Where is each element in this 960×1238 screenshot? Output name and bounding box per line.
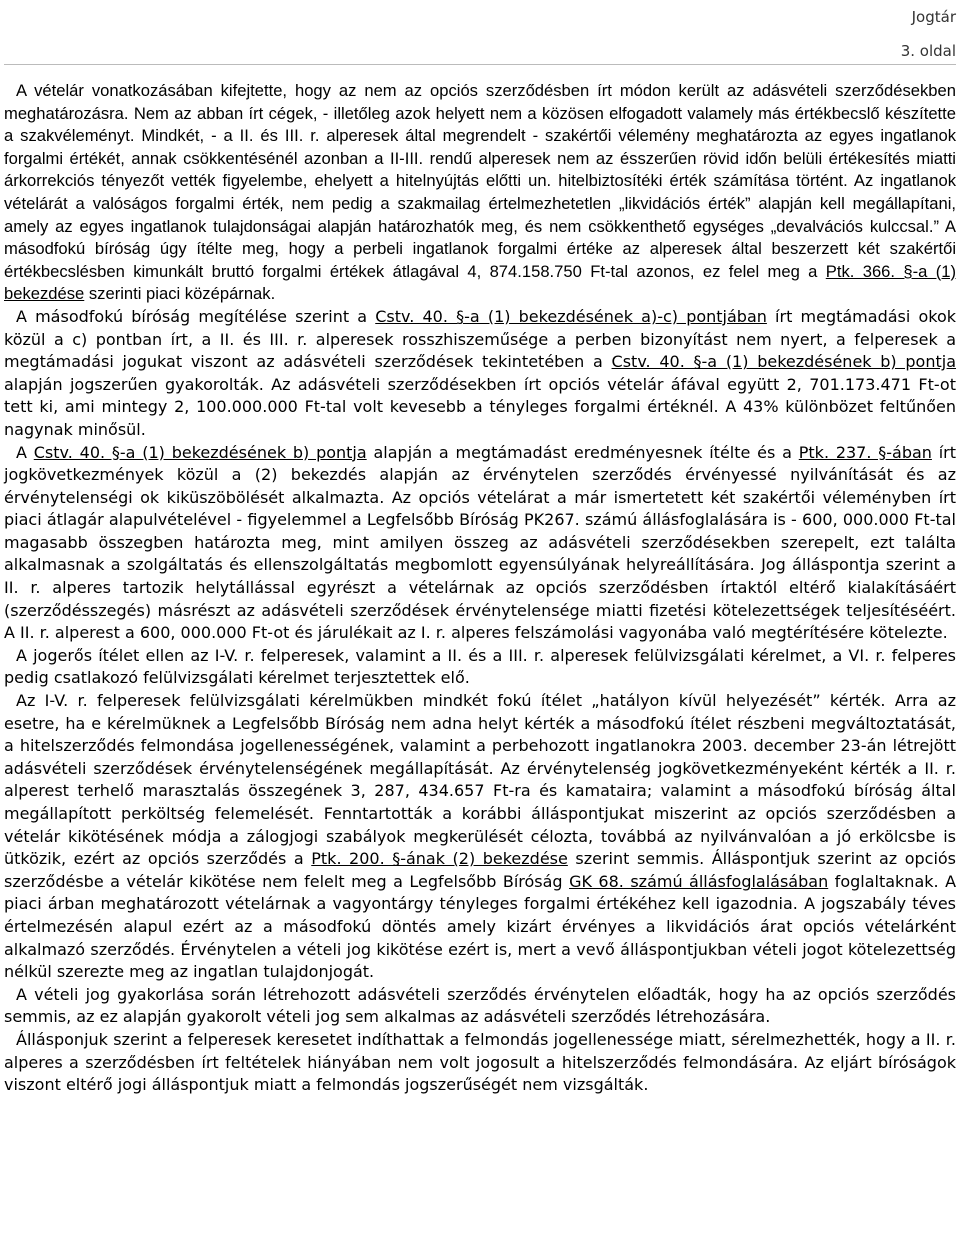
document-body <box>4 80 956 1097</box>
paragraph-text: alapján a megtámadást eredményesnek ítélte és a <box>366 442 799 462</box>
paragraph-5 <box>4 690 956 984</box>
paragraph-1 <box>4 80 956 306</box>
paragraph-4 <box>4 645 956 690</box>
paragraph-text: A vételi jog gyakorlása során létrehozott adásvételi szerződés érvénytelen előadták, hogy ha az opciós szerződés semmis, az ez alapján gyakorolt vételi jog sem alkalmas az adásvételi szerződés létrehozására. <box>4 984 956 1027</box>
paragraph-text: A <box>16 442 34 462</box>
header-page-number: 3. oldal <box>900 42 956 60</box>
paragraph-text: foglaltaknak. A piaci árban meghatározott vételárnak a vagyontárgy tényleges forgalmi értékéhez kell igazodnia. A jogszabály téves értelmezésén alapul ezért az a másodfokú döntés amely kizárt érvényes a likvidációs árat opciós vételárként alkalmazó szerződés. Érvénytelen a vételi jog kikötése ezért is, mert a vevő álláspontjukban vételi jogot kötelezettség nélkül szerezte meg az ingatlan tulajdonjogát. <box>4 871 957 982</box>
paragraph-text: írt megtámadási okok közül a c) pontban írt, a II. és III. r. alperesek rosszhiszeműsége a perben bizonyítást nem nyert, a felperesek a megtámadási jogukat viszont az adásvételi szerződések tekintetében a <box>4 306 957 372</box>
legal-reference-link[interactable]: Cstv. 40. §-a (1) bekezdésének a)-c) pontjában <box>375 306 767 326</box>
header-divider <box>4 64 956 65</box>
paragraph-text: Az I-V. r. felperesek felülvizsgálati kérelmükben mindkét fokú ítélet „hatályon kívül helyezését” kérték. Arra az esetre, ha e kérelmüknek a Legfelsőbb Bíróság nem adna helyt kérték a másodfokú ítélet részbeni megváltoztatását, a hitelszerződés felmondása jogellenességének, valamint a perbehozott ingatlanokra 2003. december 23-án létrejött adásvételi szerződések érvénytelenségének megállapítását. Az érvénytelenség jogkövetkezményeként kérték a II. r. alperest terhelő marasztalás összegének 3, 287, 434.657 Ft-ra és kamataira; valamint a másodfokú bíróság által megállapított perköltség felemelését. Fenntartották a korábbi álláspontjukat miszerint az opciós szerződésben a vételár kikötésének módja a zálogjogi szabályok megkerülését célozta, továbbá az nyilvánvalóan a jó erkölcsbe is ütközik, ezért az opciós szerződés a <box>4 691 956 869</box>
paragraph-text: szerint semmis. Álláspontjuk szerint az opciós szerződésbe a vételár kikötése nem felelt meg a Legfelsőbb Bíróság <box>4 849 957 891</box>
paragraph-6 <box>4 984 956 1029</box>
legal-reference-link[interactable]: GK 68. számú állásfoglalásában <box>569 871 829 891</box>
legal-reference-link[interactable]: Cstv. 40. §-a (1) bekezdésének b) pontja <box>611 352 957 372</box>
paragraph-text: írt jogkövetkezmények közül a (2) bekezdés alapján az érvénytelen szerződés érvényessé nyilvánítását és az érvénytelenségi ok kiküszöbölését alkalmazta. Az opciós vételárat a már ismertetett két szakértői véleményben írt piaci átlagár alapulvételével - figyelemmel a Legfelsőbb Bíróság PK267. számú állásfoglalására is - 600, 000.000 Ft-tal magasabb összegben határozta meg, mint amilyen összeg az adásvételi szerződésekben szerepelt, ezt találta alkalmasnak a szolgáltatás és ellenszolgáltatás megbomlott egyensúlyának helyreállítására. Jog álláspontja szerint a II. r. alperes tartozik helytállással egyrészt a vételárnak az opciós szerződésben írtaktól eltérő kialakításáért (szerződésszegés) másrészt az adásvételi szerződések érvénytelensége miatti fizetési kötelezettségek teljesítéséért. A II. r. alperest a 600, 000.000 Ft-ot és járulékait az I. r. alperes felszámolási vagyonába való megtérítésére kötelezte. <box>4 442 957 643</box>
paragraph-text: Állásponjuk szerint a felperesek keresetet indíthattak a felmondás jogellenessége miatt, sérelmezhették, hogy a II. r. alperes a szerződésben írt feltételek hiányában nem volt jogosult a hitelszerződés felmondására. Az eljárt bíróságok viszont eltérő jogi álláspontjuk miatt a felmondás jogszerűségét nem vizsgálták. <box>4 1029 956 1095</box>
header-source: Jogtár <box>911 8 956 26</box>
paragraph-text: szerinti piaci középárnak. <box>84 284 276 304</box>
legal-reference-link[interactable]: Ptk. 200. §-ának (2) bekezdése <box>311 849 568 869</box>
paragraph-text: alapján jogszerűen gyakorolták. Az adásvételi szerződésekben írt opciós vételár áfával együtt 2, 701.173.471 Ft-ot tett ki, ami mintegy 2, 100.000.000 Ft-tal volt kevesebb a tényleges forgalmi értéknél. A 43% különbözet feltűnően nagynak minősül. <box>4 374 956 439</box>
legal-reference-link[interactable]: Ptk. 237. §-ában <box>798 442 932 462</box>
legal-reference-link[interactable]: Ptk. 366. §-a (1) bekezdése <box>4 261 956 304</box>
paragraph-3 <box>4 442 956 645</box>
paragraph-text: A vételár vonatkozásában kifejtette, hogy az nem az opciós szerződésben írt módon került az adásvételi szerződésekben meghatározásra. Nem az abban írt cégek, - illetőleg azok helyett nem a közösen elfogadott valamely más értékbecslő készítette a szakvéleményt. Mindkét, - a II. és III. r. alperesek által megrendelt - szakértői vélemény meghatározta az egyes ingatlanok forgalmi értékét, annak csökkentésénél azonban a II-III. rendű alperesek nem az ésszerűen rövid időn belüli értékesítés miatti árkorrekciós tényezőt vették figyelembe, ehelyett a hitelnyújtás előtti un. hitelbiztosítéki érték számítása történt. Az ingatlanok vételárát a valóságos forgalmi érték, nem pedig a szakmailag értelmezhetetlen „likvidációs érték” alapján kell megállapítani, amely az egyes ingatlanok tulajdonságai alapján határozhatók meg, és nem csökkenthető egységes „devalvációs kulccsal.” A másodfokú bíróság úgy ítélte meg, hogy a perbeli ingatlanok forgalmi értéke az alperesek által beszerzett két szakértői értékbecslésben kimunkált bruttó forgalmi értékek átlagával 4, 874.158.750 Ft-tal azonos, ez felel meg a <box>4 81 956 281</box>
paragraph-text: A másodfokú bíróság megítélése szerint a <box>16 306 376 326</box>
paragraph-7 <box>4 1029 956 1097</box>
paragraph-text: A jogerős ítélet ellen az I-V. r. felperesek, valamint a II. és a III. r. alperesek felülvizsgálati kérelmet, a VI. r. felperes pedig csatlakozó felülvizsgálati kérelmet terjesztettek elő. <box>4 645 956 688</box>
legal-reference-link[interactable]: Cstv. 40. §-a (1) bekezdésének b) pontja <box>33 442 367 462</box>
page-header <box>901 0 956 68</box>
paragraph-2 <box>4 306 956 442</box>
